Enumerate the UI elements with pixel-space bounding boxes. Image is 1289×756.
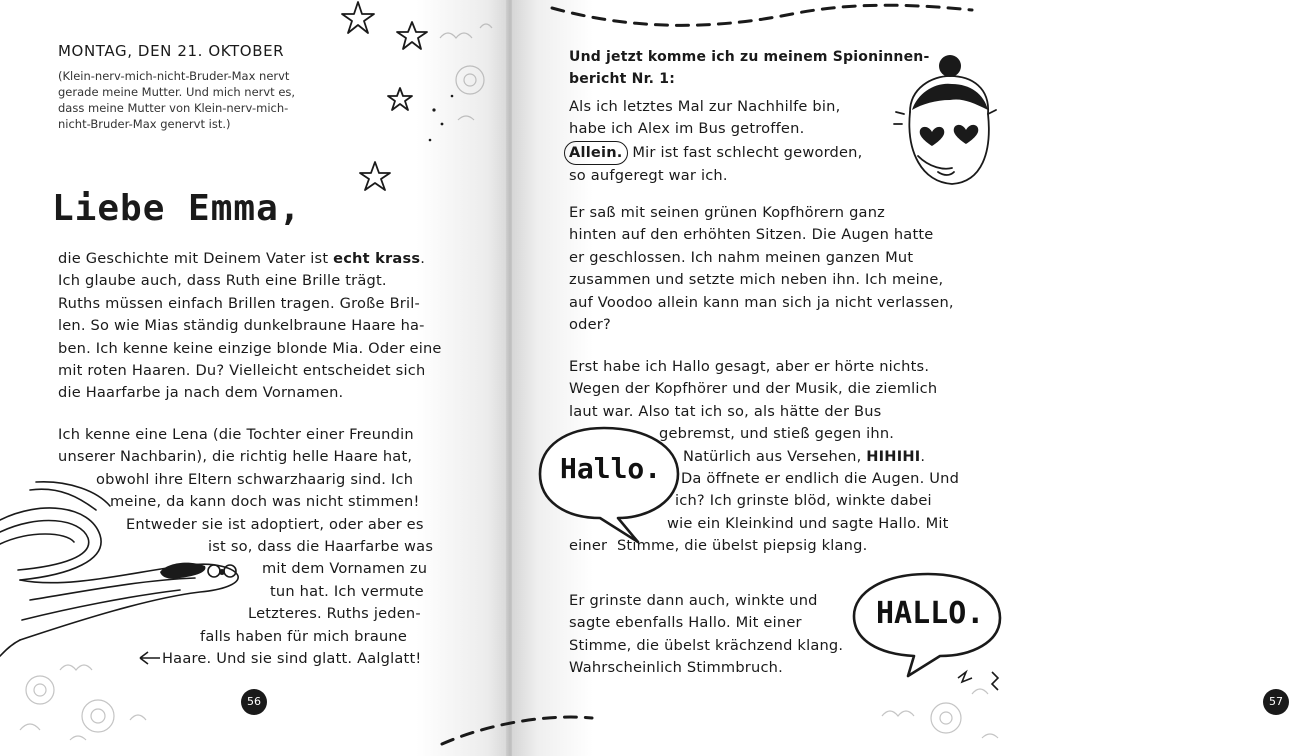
- text-line: auf Voodoo allein kann man sich ja nicht verlassen,: [569, 293, 954, 311]
- text-line: laut war. Also tat ich so, als hätte der Bus: [569, 402, 882, 420]
- star-icon: [342, 2, 374, 33]
- text-line: Natürlich aus Versehen, HIHIHI.: [683, 447, 926, 465]
- emphasis: HIHIHI: [866, 447, 921, 465]
- report-heading: [569, 46, 929, 90]
- letter-greeting: Liebe Emma,: [52, 188, 302, 229]
- text-line: Er grinste dann auch, winkte und: [569, 592, 818, 609]
- text-line: habe ich Alex im Bus getroffen.: [569, 120, 805, 138]
- text-line: einer Stimme, die übelst piepsig klang.: [569, 537, 868, 555]
- page-number: 57: [1263, 689, 1289, 715]
- text-line: Stimme, die übelst krächzend klang.: [569, 636, 844, 654]
- text-line: Allein. Mir ist fast schlecht geworden,: [569, 141, 862, 165]
- text-line: oder?: [569, 316, 611, 334]
- dashed-line-top: [512, 0, 1020, 40]
- dashed-line-bottom: [512, 700, 1020, 756]
- text-line: wie ein Kleinkind und sagte Hallo. Mit: [667, 514, 949, 532]
- heart-eye-icon: [954, 125, 979, 144]
- text-line: Als ich letztes Mal zur Nachhilfe bin,: [569, 98, 841, 115]
- paragraph-4: [569, 590, 843, 680]
- flower-doodles-left: [10, 640, 200, 756]
- text-line: Wegen der Kopfhörer und der Musik, die ziemlich: [569, 380, 938, 398]
- text-line: Letzteres. Ruths jeden-: [248, 605, 421, 623]
- flower-icon: [26, 676, 54, 704]
- text-line: die Geschichte mit Deinem Vater ist echt krass.: [58, 250, 426, 267]
- text-line: hinten auf den erhöhten Sitzen. Die Augen hatte: [569, 226, 934, 244]
- bubble-text-left: Hallo.: [560, 452, 662, 485]
- text-line: ist so, dass die Haarfarbe was: [208, 538, 434, 556]
- aside-note: [58, 68, 368, 132]
- heading-line: Und jetzt komme ich zu meinem Spioninnen-: [569, 49, 930, 65]
- text-line: meine, da kann doch was nicht stimmen!: [110, 493, 420, 511]
- text-line: Entweder sie ist adoptiert, oder aber es: [126, 515, 424, 533]
- flower-icon: [82, 700, 114, 732]
- text-line: zusammen und setzte mich neben ihn. Ich meine,: [569, 271, 944, 289]
- paragraph-1: [58, 248, 442, 405]
- text-line: Erst habe ich Hallo gesagt, aber er hörte nichts.: [569, 358, 930, 375]
- aside-line: nicht-Bruder-Max genervt ist.): [58, 117, 231, 131]
- paragraph-2: [569, 202, 954, 336]
- text-line: ich? Ich grinste blöd, winkte dabei: [675, 492, 932, 510]
- text-line: Ich glaube auch, dass Ruth eine Brille trägt.: [58, 272, 387, 290]
- text-line: mit dem Vornamen zu: [262, 560, 428, 578]
- star-icon: [388, 88, 412, 110]
- text-line: ben. Ich kenne keine einzige blonde Mia. Oder eine: [58, 339, 442, 357]
- text-line: unserer Nachbarin), die richtig helle Haare hat,: [58, 448, 413, 466]
- text-line: die Haarfarbe ja nach dem Vornamen.: [58, 384, 344, 402]
- speech-bubble-left: [534, 424, 684, 546]
- text-line: Er saß mit seinen grünen Kopfhörern ganz: [569, 204, 886, 221]
- heading-line: bericht Nr. 1:: [569, 71, 676, 87]
- star-icon: [397, 22, 427, 49]
- aside-line: dass meine Mutter von Klein-nerv-mich-: [58, 101, 289, 115]
- text-line: Haare. Und sie sind glatt. Aalglatt!: [162, 650, 422, 668]
- text-line: er geschlossen. Ich nahm meinen ganzen Mut: [569, 248, 914, 266]
- text-line: Ruths müssen einfach Brillen tragen. Große Bril-: [58, 294, 420, 312]
- text-line: falls haben für mich braune: [200, 627, 408, 645]
- text-line: so aufgeregt war ich.: [569, 167, 728, 185]
- bubble-text-right: HALLO.: [876, 596, 985, 631]
- girl-face-illustration: [892, 52, 1002, 192]
- aside-line: (Klein-nerv-mich-nicht-Bruder-Max nervt: [58, 69, 290, 83]
- page-number: 56: [241, 689, 267, 715]
- text-line: obwohl ihre Eltern schwarzhaarig sind. Ich: [96, 470, 414, 488]
- text-line: sagte ebenfalls Hallo. Mit einer: [569, 614, 802, 632]
- entry-date: MONTAG, DEN 21. OKTOBER: [58, 42, 285, 60]
- text-line: gebremst, und stieß gegen ihn.: [659, 425, 895, 443]
- text-line: Ich kenne eine Lena (die Tochter einer Freundin: [58, 426, 414, 443]
- text-line: Da öffnete er endlich die Augen. Und: [681, 470, 960, 488]
- flower-icon: [456, 66, 484, 94]
- page-left: [0, 0, 508, 756]
- text-line: len. So wie Mias ständig dunkelbraune Haare ha-: [58, 317, 425, 335]
- paragraph-1: [569, 96, 862, 188]
- emphasis: echt krass: [333, 250, 421, 267]
- aside-line: gerade meine Mutter. Und mich nervt es,: [58, 85, 296, 99]
- circled-word: Allein.: [564, 141, 628, 165]
- star-icon: [360, 162, 390, 190]
- text-line: Wahrscheinlich Stimmbruch.: [569, 659, 783, 677]
- text-line: mit roten Haaren. Du? Vielleicht entscheidet sich: [58, 362, 426, 380]
- text-line: tun hat. Ich vermute: [270, 582, 424, 600]
- heart-eye-icon: [920, 127, 945, 146]
- page-right: [512, 0, 1283, 756]
